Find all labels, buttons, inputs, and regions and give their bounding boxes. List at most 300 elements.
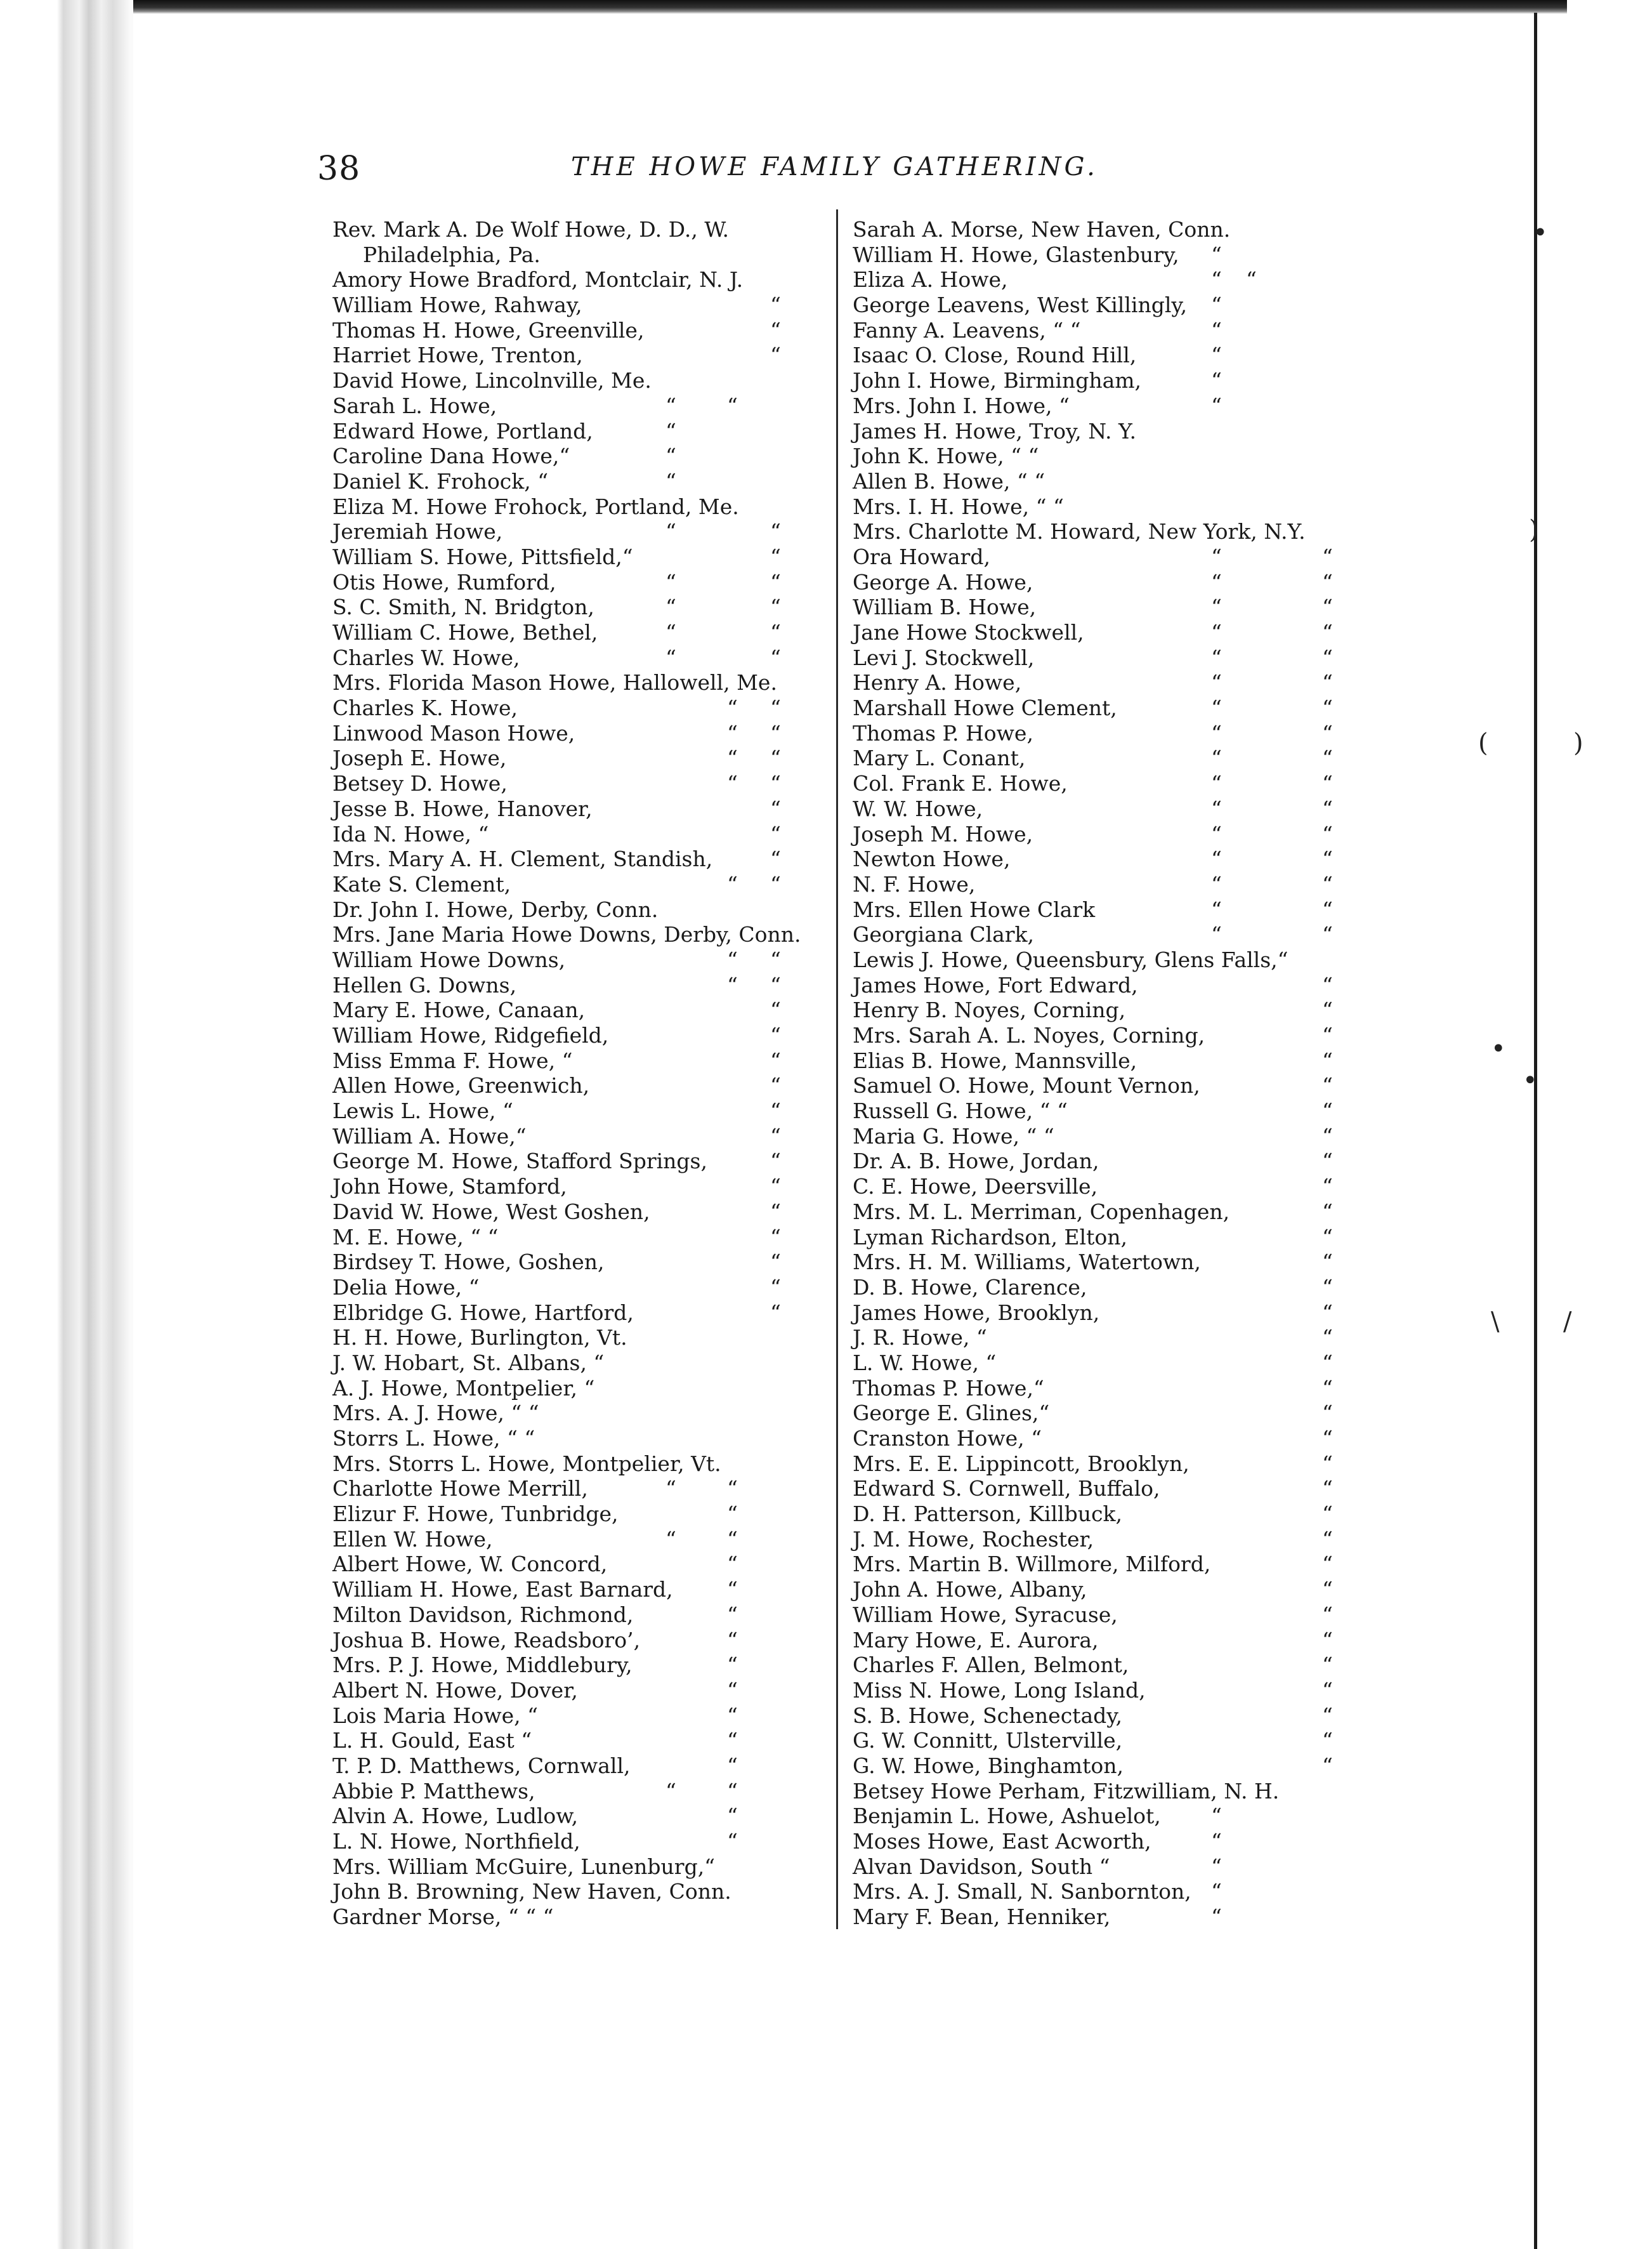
ditto-mark: “: [770, 1048, 781, 1073]
ditto-mark: “: [727, 720, 738, 746]
list-item: [332, 1451, 834, 1477]
list-item: [853, 1048, 1379, 1074]
attendee-entry: Thomas H. Howe, Greenville,: [332, 317, 645, 343]
attendee-entry: Ellen W. Howe,: [332, 1526, 493, 1552]
attendee-entry: Mrs. William McGuire, Lunenburg,“: [332, 1854, 716, 1879]
list-item: [332, 1376, 834, 1401]
attendee-entry: Albert N. Howe, Dover,: [332, 1677, 578, 1703]
margin-mark: ): [1573, 729, 1583, 758]
attendee-entry: George A. Howe,: [853, 569, 1033, 595]
list-item: [853, 1300, 1379, 1326]
attendee-entry: Samuel O. Howe, Mount Vernon,: [853, 1073, 1200, 1098]
list-item: [853, 519, 1379, 544]
attendee-entry: Henry A. Howe,: [853, 670, 1022, 696]
list-item: [332, 1149, 834, 1174]
list-item: [853, 242, 1379, 268]
list-item: [853, 1401, 1379, 1426]
list-item: [332, 393, 834, 419]
attendee-entry: William C. Howe, Bethel,: [332, 620, 598, 645]
list-item: [853, 1124, 1379, 1149]
attendee-entry: L. N. Howe, Northfield,: [332, 1829, 580, 1854]
attendee-entry: Jane Howe Stockwell,: [853, 620, 1084, 645]
margin-mark: (: [1478, 729, 1488, 758]
attendee-entry: D. H. Patterson, Killbuck,: [853, 1501, 1122, 1527]
ditto-mark: “: [1322, 1098, 1333, 1124]
attendee-entry: J. W. Hobart, St. Albans, “: [332, 1350, 605, 1375]
attendee-entry: Sarah A. Morse, New Haven, Conn.: [853, 217, 1231, 242]
ditto-mark: “: [1211, 368, 1222, 393]
ditto-mark: “: [727, 871, 738, 897]
attendee-entry: Miss Emma F. Howe, “: [332, 1048, 573, 1073]
ditto-mark: “: [1322, 1753, 1333, 1778]
list-item: [853, 1250, 1379, 1275]
ditto-mark: “: [1211, 847, 1222, 872]
list-item: [332, 1350, 834, 1376]
ditto-mark: “: [1211, 1904, 1222, 1930]
attendee-entry: Ora Howard,: [853, 544, 990, 569]
ditto-mark: “: [1322, 1224, 1333, 1250]
list-item: [332, 973, 834, 998]
ditto-mark: “: [1322, 1350, 1333, 1375]
ditto-mark: “: [1322, 595, 1333, 620]
attendee-entry: Milton Davidson, Richmond,: [332, 1602, 634, 1627]
ditto-mark: “: [1322, 645, 1333, 670]
attendee-entry: John Howe, Stamford,: [332, 1174, 567, 1199]
attendee-entry: Mrs. Ellen Howe Clark: [853, 897, 1096, 922]
ditto-mark: “: [1322, 1451, 1333, 1476]
list-item: [853, 1023, 1379, 1048]
attendee-entry: Thomas P. Howe,: [853, 720, 1033, 746]
attendee-entry: Alvin A. Howe, Ludlow,: [332, 1804, 579, 1829]
list-item: [332, 796, 834, 822]
ditto-mark: “: [727, 1476, 738, 1501]
attendee-entry: William H. Howe, Glastenbury,: [853, 242, 1179, 267]
list-item: [332, 1879, 834, 1904]
ditto-mark: “: [1211, 645, 1222, 670]
ditto-mark: “: [1322, 1300, 1333, 1325]
list-item: [853, 796, 1379, 822]
list-item: [332, 1225, 834, 1250]
attendee-entry: Mrs. E. E. Lippincott, Brooklyn,: [853, 1451, 1190, 1476]
list-item: [853, 847, 1379, 872]
list-item: [332, 872, 834, 897]
list-item: [332, 1703, 834, 1729]
ditto-mark: “: [1211, 720, 1222, 746]
attendee-entry: Charles W. Howe,: [332, 645, 520, 670]
ditto-mark: “: [727, 1652, 738, 1678]
ditto-mark: “: [1211, 871, 1222, 897]
ditto-mark: “: [727, 1677, 738, 1703]
list-item: [332, 947, 834, 973]
ditto-mark: “: [665, 519, 676, 544]
ditto-mark: “: [665, 620, 676, 645]
list-item: [332, 1098, 834, 1124]
list-item: [332, 1652, 834, 1678]
margin-mark: •: [1523, 1066, 1538, 1095]
ditto-mark: “: [1211, 1854, 1222, 1879]
attendee-entry: Storrs L. Howe, “ “: [332, 1426, 535, 1451]
attendee-entry: George Leavens, West Killingly,: [853, 293, 1188, 318]
list-item: [332, 318, 834, 343]
list-item: [332, 1728, 834, 1753]
attendee-entry: Cranston Howe, “: [853, 1426, 1042, 1451]
ditto-mark: “: [1322, 1123, 1333, 1149]
list-item: [853, 1804, 1379, 1829]
ditto-mark: “: [1322, 1602, 1333, 1627]
attendee-entry: John B. Browning, New Haven, Conn.: [332, 1879, 731, 1904]
list-item: [853, 645, 1379, 671]
ditto-mark: “: [1211, 771, 1222, 796]
attendee-entry: Sarah L. Howe,: [332, 393, 497, 418]
list-item: [332, 343, 834, 368]
list-item: [853, 343, 1379, 368]
margin-mark: •: [1491, 1034, 1506, 1064]
list-item: [853, 998, 1379, 1023]
ditto-mark: “: [1322, 1274, 1333, 1300]
list-item: [332, 1829, 834, 1854]
attendee-entry: Abbie P. Matthews,: [332, 1778, 535, 1804]
list-item: [853, 444, 1379, 469]
attendee-entry: Betsey Howe Perham, Fitzwilliam, N. H.: [853, 1778, 1280, 1804]
list-item: [853, 771, 1379, 796]
ditto-mark: “: [1322, 998, 1333, 1023]
page-number: 38: [317, 150, 361, 188]
attendee-entry: Thomas P. Howe,“: [853, 1375, 1044, 1401]
ditto-mark: “: [1211, 821, 1222, 847]
ditto-mark: “: [1322, 1073, 1333, 1098]
attendee-entry: N. F. Howe,: [853, 871, 976, 897]
list-item: [853, 670, 1379, 696]
list-item: [853, 393, 1379, 419]
scan-left-gutter: [0, 0, 133, 2249]
attendee-entry: William A. Howe,“: [332, 1123, 527, 1149]
attendee-entry: John I. Howe, Birmingham,: [853, 368, 1142, 393]
list-item: [332, 1854, 834, 1880]
attendee-entry: Caroline Dana Howe,“: [332, 444, 570, 469]
attendee-entry: Amory Howe Bradford, Montclair, N. J.: [332, 267, 744, 293]
list-item: [853, 1628, 1379, 1653]
ditto-mark: “: [1322, 1703, 1333, 1728]
ditto-mark: “: [770, 1098, 781, 1124]
ditto-mark: “: [770, 595, 781, 620]
attendee-entry: David Howe, Lincolnville, Me.: [332, 368, 652, 393]
list-item: [332, 444, 834, 469]
ditto-mark: “: [770, 1250, 781, 1275]
ditto-mark: “: [1322, 1552, 1333, 1577]
ditto-mark: “: [1322, 897, 1333, 922]
ditto-mark: “: [1322, 1199, 1333, 1224]
attendee-entry: Elizur F. Howe, Tunbridge,: [332, 1501, 619, 1527]
ditto-mark: “: [1211, 796, 1222, 821]
attendee-entry: Otis Howe, Rumford,: [332, 569, 556, 595]
list-item: [332, 494, 834, 520]
attendee-entry: Mary F. Bean, Henniker,: [853, 1904, 1111, 1930]
ditto-mark: “: [727, 1778, 738, 1804]
attendee-entry: John A. Howe, Albany,: [853, 1577, 1087, 1602]
list-item: [332, 922, 834, 947]
list-item: [853, 1149, 1379, 1174]
ditto-mark: “: [1211, 670, 1222, 696]
attendee-entry: William Howe, Rahway,: [332, 293, 582, 318]
right-column: [853, 217, 1379, 1930]
ditto-mark: “: [665, 1778, 676, 1804]
ditto-mark: “: [770, 720, 781, 746]
ditto-mark: “: [1322, 1652, 1333, 1678]
ditto-mark: “: [1211, 393, 1222, 418]
attendee-entry: Charles F. Allen, Belmont,: [853, 1652, 1129, 1678]
attendee-entry: Mrs. Charlotte M. Howard, New York, N.Y.: [853, 519, 1306, 544]
attendee-entry: Charlotte Howe Merrill,: [332, 1476, 588, 1501]
left-column: [332, 217, 834, 1930]
ditto-mark: “: [1322, 922, 1333, 947]
ditto-mark: “: [1322, 670, 1333, 696]
list-item: [853, 696, 1379, 721]
ditto-mark: “: [1322, 771, 1333, 796]
attendee-entry: Mrs. Sarah A. L. Noyes, Corning,: [853, 1023, 1205, 1048]
ditto-mark: “: [665, 645, 676, 670]
list-item: [332, 897, 834, 923]
list-item: [853, 1527, 1379, 1552]
ditto-mark: “: [770, 1300, 781, 1325]
attendee-entry: Mrs. Jane Maria Howe Downs, Derby, Conn.: [332, 922, 801, 947]
margin-mark: /: [1563, 1307, 1572, 1336]
ditto-mark: “: [1322, 1401, 1333, 1426]
attendee-entry: William S. Howe, Pittsfield,“: [332, 544, 633, 569]
ditto-mark: “: [665, 1476, 676, 1501]
attendee-entry: Albert Howe, W. Concord,: [332, 1552, 608, 1577]
ditto-mark: “: [727, 1627, 738, 1652]
list-item: [332, 595, 834, 620]
list-item: [853, 1678, 1379, 1703]
ditto-mark: “: [770, 771, 781, 796]
attendee-entry: Rev. Mark A. De Wolf Howe, D. D., W.: [332, 217, 729, 242]
list-item: [332, 293, 834, 318]
attendee-entry: Lewis J. Howe, Queensbury, Glens Falls,“: [853, 947, 1288, 972]
list-item: [853, 1602, 1379, 1628]
list-item: [332, 1577, 834, 1602]
ditto-mark: “: [1211, 569, 1222, 595]
ditto-mark: “: [770, 1123, 781, 1149]
attendee-entry: H. H. Howe, Burlington, Vt.: [332, 1325, 627, 1350]
ditto-mark: “: [1322, 696, 1333, 721]
attendee-entry: Jeremiah Howe,: [332, 519, 503, 544]
running-title: THE HOWE FAMILY GATHERING.: [571, 152, 1098, 181]
attendee-entry: Jesse B. Howe, Hanover,: [332, 796, 593, 821]
list-item: [853, 1073, 1379, 1098]
ditto-mark: “: [1322, 569, 1333, 595]
attendee-entry: Mrs. P. J. Howe, Middlebury,: [332, 1652, 633, 1678]
list-item: [332, 544, 834, 570]
attendee-entry: J. M. Howe, Rochester,: [853, 1526, 1094, 1552]
attendee-entry: Allen Howe, Greenwich,: [332, 1073, 590, 1098]
ditto-mark: “: [770, 998, 781, 1023]
list-item: [853, 872, 1379, 897]
list-item: [853, 1703, 1379, 1729]
attendee-entry: Mrs. M. L. Merriman, Copenhagen,: [853, 1199, 1230, 1224]
attendee-entry: William Howe Downs,: [332, 947, 566, 972]
ditto-mark: “: [665, 468, 676, 494]
list-item: [853, 973, 1379, 998]
list-item: [332, 1426, 834, 1451]
attendee-entry: Fanny A. Leavens, “ “: [853, 317, 1081, 343]
list-item: [332, 696, 834, 721]
list-item: [332, 1048, 834, 1074]
ditto-mark: “: [665, 393, 676, 418]
list-item: [853, 570, 1379, 595]
attendee-entry: Mary L. Conant,: [853, 746, 1026, 771]
attendee-entry: Eliza M. Howe Frohock, Portland, Me.: [332, 494, 739, 519]
attendee-entry: Mrs. H. M. Williams, Watertown,: [853, 1250, 1201, 1275]
ditto-mark: “: [1322, 620, 1333, 645]
ditto-mark: “: [770, 569, 781, 595]
ditto-mark: “: [1322, 821, 1333, 847]
column-divider: [836, 209, 838, 1929]
attendee-entry: Mrs. Storrs L. Howe, Montpelier, Vt.: [332, 1451, 721, 1476]
list-item: [853, 1225, 1379, 1250]
ditto-mark: “: [1211, 595, 1222, 620]
list-item: [332, 519, 834, 544]
margin-mark: \: [1491, 1307, 1500, 1336]
list-item: [332, 1275, 834, 1300]
list-item: [332, 1023, 834, 1048]
ditto-mark: “: [770, 1274, 781, 1300]
list-item: [332, 1779, 834, 1804]
ditto-mark: “: [1246, 267, 1257, 293]
list-item: [853, 1501, 1379, 1527]
attendee-entry: Mrs. Mary A. H. Clement, Standish,: [332, 847, 713, 872]
list-item: [853, 822, 1379, 847]
ditto-mark: “: [1322, 847, 1333, 872]
ditto-mark: “: [770, 871, 781, 897]
ditto-mark: “: [1322, 1023, 1333, 1048]
ditto-mark: “: [1211, 267, 1222, 293]
ditto-mark: “: [770, 343, 781, 368]
ditto-mark: “: [770, 1174, 781, 1199]
ditto-mark: “: [727, 746, 738, 771]
list-item: [332, 1628, 834, 1653]
attendee-entry: Mary E. Howe, Canaan,: [332, 998, 586, 1023]
ditto-mark: “: [770, 317, 781, 343]
attendee-entry: Benjamin L. Howe, Ashuelot,: [853, 1804, 1161, 1829]
attendee-entry: Lyman Richardson, Elton,: [853, 1224, 1127, 1250]
attendee-entry: Kate S. Clement,: [332, 871, 511, 897]
attendee-entry: Joshua B. Howe, Readsboro’,: [332, 1627, 641, 1652]
list-item: [853, 1779, 1379, 1804]
list-item: [853, 1376, 1379, 1401]
list-item: [853, 746, 1379, 771]
attendee-entry: William H. Howe, East Barnard,: [332, 1577, 673, 1602]
ditto-mark: “: [770, 519, 781, 544]
list-item: [332, 368, 834, 393]
attendee-entry: Mary Howe, E. Aurora,: [853, 1627, 1099, 1652]
list-item: [332, 267, 834, 293]
attendee-entry: Betsey D. Howe,: [332, 771, 508, 796]
attendee-entry: Maria G. Howe, “ “: [853, 1123, 1054, 1149]
attendee-entry: G. W. Connitt, Ulsterville,: [853, 1728, 1123, 1753]
attendee-entry: Joseph M. Howe,: [853, 821, 1033, 847]
list-item: [853, 1350, 1379, 1376]
list-item: [332, 1527, 834, 1552]
ditto-mark: “: [727, 1829, 738, 1854]
attendee-entry: Philadelphia, Pa.: [363, 242, 541, 267]
list-item: [853, 1199, 1379, 1225]
attendee-entry: William Howe, Ridgefield,: [332, 1023, 609, 1048]
list-item: [332, 1300, 834, 1326]
attendee-entry: Linwood Mason Howe,: [332, 720, 575, 746]
list-item: [332, 670, 834, 696]
list-item: [332, 1904, 834, 1930]
ditto-mark: “: [1211, 620, 1222, 645]
ditto-mark: “: [727, 1753, 738, 1778]
attendee-entry: Charles K. Howe,: [332, 696, 518, 721]
attendee-entry: Elbridge G. Howe, Hartford,: [332, 1300, 634, 1325]
attendee-entry: Gardner Morse, “ “ “: [332, 1904, 554, 1930]
attendee-entry: Miss N. Howe, Long Island,: [853, 1677, 1146, 1703]
ditto-mark: “: [727, 1577, 738, 1602]
attendee-entry: C. E. Howe, Deersville,: [853, 1174, 1098, 1199]
list-item: [332, 1501, 834, 1527]
list-item: [853, 1451, 1379, 1477]
ditto-mark: “: [1211, 317, 1222, 343]
list-item: [853, 419, 1379, 444]
attendee-entry: George M. Howe, Stafford Springs,: [332, 1149, 707, 1174]
list-item: [332, 469, 834, 494]
attendee-entry: James Howe, Brooklyn,: [853, 1300, 1100, 1325]
attendee-entry: James H. Howe, Troy, N. Y.: [853, 418, 1136, 444]
ditto-mark: “: [1322, 796, 1333, 821]
margin-mark: ): [1529, 515, 1539, 544]
attendee-entry: Eliza A. Howe,: [853, 267, 1008, 293]
attendee-entry: Mrs. I. H. Howe, “ “: [853, 494, 1064, 519]
list-item: [853, 922, 1379, 947]
ditto-mark: “: [1322, 1677, 1333, 1703]
list-item: [853, 1426, 1379, 1451]
attendee-entry: Allen B. Howe, “ “: [853, 468, 1046, 494]
ditto-mark: “: [665, 595, 676, 620]
ditto-mark: “: [770, 293, 781, 318]
ditto-mark: “: [770, 645, 781, 670]
list-item: [853, 1829, 1379, 1854]
list-item: [853, 1552, 1379, 1577]
list-item: [853, 620, 1379, 645]
ditto-mark: “: [1322, 871, 1333, 897]
ditto-mark: “: [727, 1501, 738, 1527]
list-item: [332, 1753, 834, 1779]
attendee-entry: Edward Howe, Portland,: [332, 418, 593, 444]
ditto-mark: “: [1211, 1829, 1222, 1854]
attendee-entry: John K. Howe, “ “: [853, 444, 1039, 469]
ditto-mark: “: [727, 1804, 738, 1829]
ditto-mark: “: [1211, 922, 1222, 947]
attendee-entry: Delia Howe, “: [332, 1274, 480, 1300]
attendee-entry: W. W. Howe,: [853, 796, 983, 821]
ditto-mark: “: [770, 796, 781, 821]
attendee-entry: Harriet Howe, Trenton,: [332, 343, 583, 368]
attendee-entry: Dr. John I. Howe, Derby, Conn.: [332, 897, 659, 922]
attendee-entry: David W. Howe, West Goshen,: [332, 1199, 650, 1224]
attendee-entry: G. W. Howe, Binghamton,: [853, 1753, 1124, 1778]
ditto-mark: “: [1211, 897, 1222, 922]
list-item: [853, 1728, 1379, 1753]
attendee-entry: Birdsey T. Howe, Goshen,: [332, 1250, 605, 1275]
list-item: [332, 620, 834, 645]
list-item: [332, 822, 834, 847]
ditto-mark: “: [1322, 1250, 1333, 1275]
ditto-mark: “: [770, 821, 781, 847]
ditto-mark: “: [1211, 696, 1222, 721]
list-item: [853, 947, 1379, 973]
list-item: [332, 217, 834, 242]
